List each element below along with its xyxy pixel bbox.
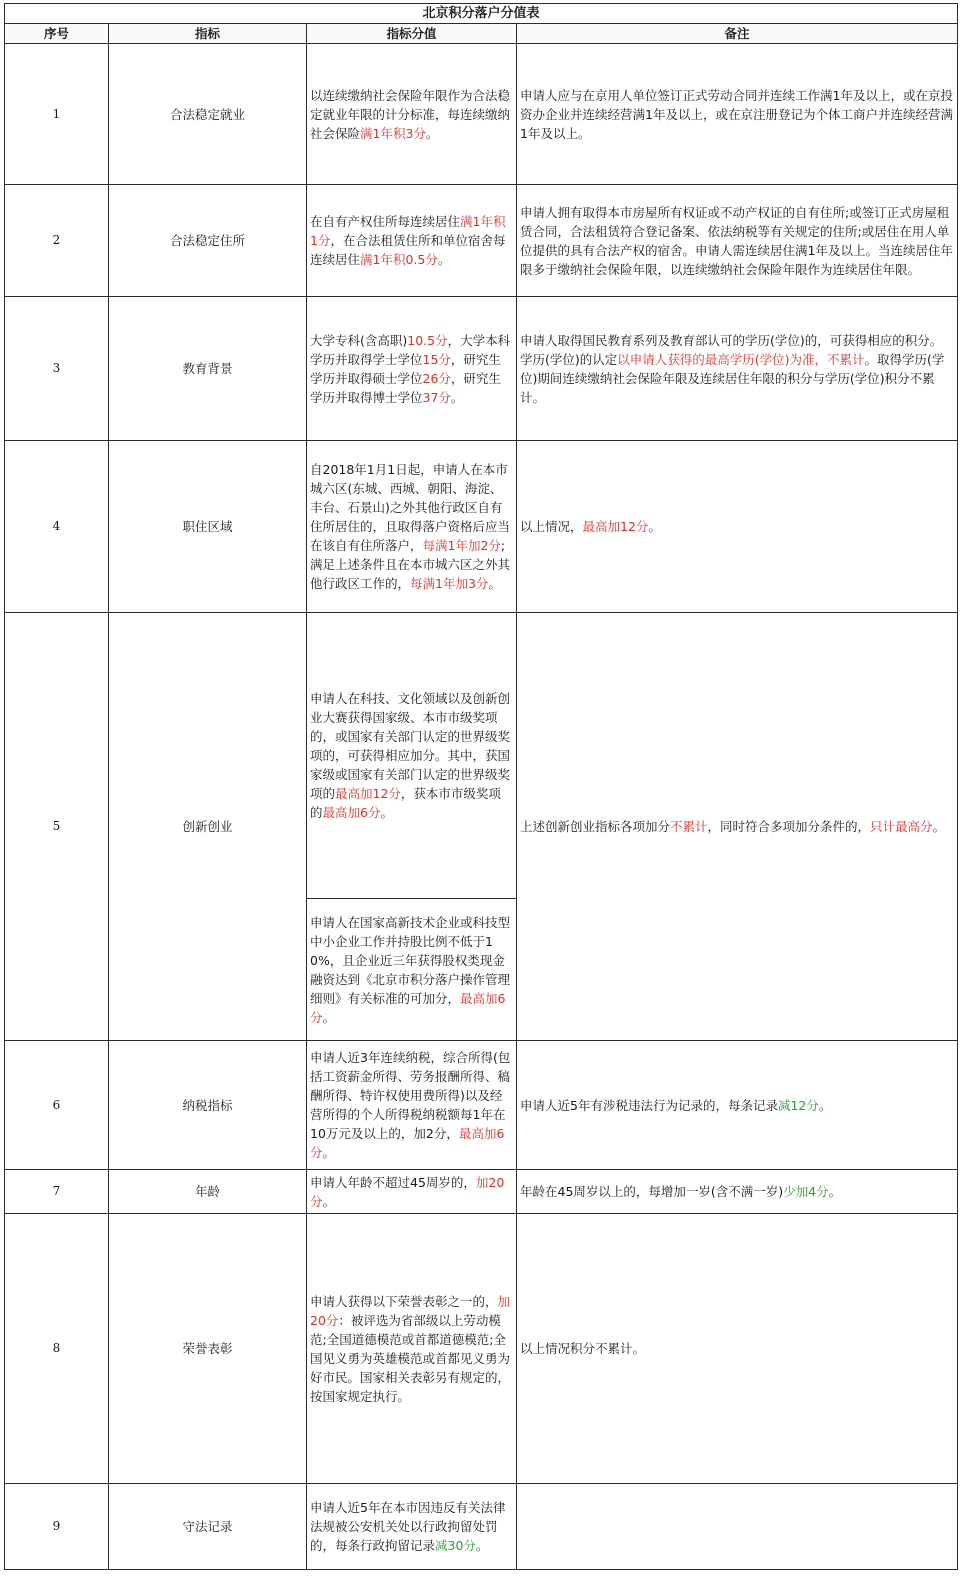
table-row [5, 1214, 958, 1484]
row-indicator: 合法稳定住所 [109, 185, 307, 297]
text-segment: ，大学本科学历并取得学士学位 [310, 332, 511, 367]
text-segment: 申请人近3年连续纳税，综合所得(包括工资薪金所得、劳务报酬所得、稿酬所得、特许权使用费所得)以及经营所得的个人所得税纳税额每1年在10万元及以上的，加2分， [310, 1050, 511, 1141]
text-segment: 。 [648, 519, 661, 534]
table-row [5, 1041, 958, 1170]
text-segment: ：被评选为省部级以上劳动模范;全国道德模范或首都道德模范;全国见义勇为英雄模范或首都见义勇为好市民。国家相关表彰另有规定的，按国家规定执行。 [310, 1312, 511, 1404]
text-segment: ，研究生学历并取得硕士学位 [310, 351, 501, 386]
highlight-text: 减30分 [435, 1538, 476, 1553]
row-score [307, 185, 517, 297]
highlight-text: 加20分 [310, 1174, 505, 1209]
text-segment: 。取得学历(学位)期间连续缴纳社会保险年限及连续居住年限的积分与学历(学位)积分不累计。 [520, 351, 945, 405]
header-note: 备注 [517, 24, 958, 44]
text-segment: 申请人取得国民教育系列及教育部认可的学历(学位)的，可获得相应的积分。学历(学位)的认定 [520, 332, 943, 367]
text-segment: 大学专科(含高职) [310, 332, 408, 348]
highlight-text: 满1年积3分 [360, 125, 426, 141]
row-indicator: 职住区域 [109, 441, 307, 613]
row-indicator: 纳税指标 [109, 1041, 307, 1170]
row-score [307, 1214, 517, 1484]
row-note [517, 185, 958, 297]
text-segment: ，研究生学历并取得博士学位 [310, 370, 501, 405]
row-note [517, 441, 958, 613]
row-score [307, 1170, 517, 1214]
table-row [5, 613, 958, 899]
text-segment: 申请人近5年有涉税违法行为记录的，每条记录 [520, 1097, 778, 1113]
row-number: 9 [5, 1484, 109, 1570]
row-note [517, 1170, 958, 1214]
text-segment: 。 [437, 252, 451, 267]
row-indicator: 年龄 [109, 1170, 307, 1214]
text-segment: 。 [828, 1184, 842, 1199]
text-segment: 。 [818, 1097, 832, 1113]
highlight-text: 每满1年加3分 [410, 576, 489, 591]
highlight-text: 减12分 [777, 1097, 819, 1113]
table-row [5, 1170, 958, 1214]
highlight-text: 满1年积1分 [310, 214, 506, 248]
row-number: 3 [5, 297, 109, 441]
text-segment: ，在合法租赁住所和单位宿舍每连续居住 [310, 233, 506, 267]
table-row [5, 1484, 958, 1570]
highlight-text: 最高加12分 [582, 519, 649, 534]
header-row [5, 24, 958, 44]
highlight-text: 最高加6分 [310, 1126, 505, 1160]
text-segment: 申请人在国家高新技术企业或科技型中小企业工作并持股比例不低于10%，且企业近三年获得股权类现金融资达到《北京市积分落户操作管理细则》有关标准的可加分， [310, 914, 511, 1006]
row-note [517, 613, 958, 1041]
highlight-text: 以申请人获得的最高学历(学位)为准，不累计 [617, 351, 865, 367]
row-indicator: 创新创业 [109, 613, 307, 1041]
row-number: 8 [5, 1214, 109, 1484]
highlight-text: 15分 [422, 351, 451, 367]
row-score [307, 1041, 517, 1170]
text-segment: 以上情况， [520, 519, 583, 534]
text-segment: 申请人近5年在本市因违反有关法律法规被公安机关处以行政拘留处罚的，每条行政拘留记录 [310, 1500, 506, 1553]
text-segment: 。 [380, 805, 393, 820]
text-segment: 年龄在45周岁以上的，每增加一岁(含不满一岁) [520, 1184, 784, 1199]
table-row [5, 297, 958, 441]
text-segment: 申请人应与在京用人单位签订正式劳动合同并连续工作满1年及以上，或在京投资办企业并连续经营满1年及以上，或在京注册登记为个体工商户并连续经营满1年及以上。 [520, 87, 953, 141]
text-segment: 。 [450, 389, 464, 405]
text-segment: 申请人获得以下荣誉表彰之一的， [310, 1293, 498, 1309]
row-number: 1 [5, 44, 109, 185]
highlight-text: 加20分 [310, 1293, 511, 1328]
highlight-text: 满1年积0.5分 [360, 252, 438, 267]
row-number: 2 [5, 185, 109, 297]
row-note [517, 1214, 958, 1484]
header-indicator: 指标 [109, 24, 307, 44]
table-row [5, 44, 958, 185]
highlight-text: 少加4分 [783, 1184, 829, 1199]
row-score [307, 441, 517, 613]
row-score-secondary [307, 899, 517, 1041]
highlight-text: 37分 [422, 389, 451, 405]
table-row [5, 185, 958, 297]
row-number: 4 [5, 441, 109, 613]
highlight-text: 最高加6分 [310, 990, 506, 1025]
text-segment: 申请人拥有取得本市房屋所有权证或不动产权证的自有住所;或签订正式房屋租赁合同，合法租赁符合登记备案、依法纳税等有关规定的住所;或居住在用人单位提供的具有合法产权的宿舍。申请人需连续居住满1年及以上。当连续居住年限多于缴纳社会保险年限，以连续缴纳社会保险年限作为连续居住年限。 [520, 204, 953, 277]
text-segment: 在自有产权住所每连续居住 [310, 214, 461, 229]
text-segment: 上述创新创业指标各项加分 [520, 819, 671, 834]
highlight-text: 只计最高分 [870, 819, 933, 834]
row-note [517, 297, 958, 441]
text-segment: ;满足上述条件且在本市城六区之外其他行政区工作的， [310, 538, 511, 591]
row-score [307, 613, 517, 899]
highlight-text: 10.5分 [407, 332, 448, 348]
text-segment: 。 [322, 1193, 336, 1209]
text-segment: 申请人在科技、文化领域以及创新创业大赛获得国家级、本市市级奖项的，或国家有关部门认定的世界级奖项的，可获得相应加分。其中，获国家级或国家有关部门认定的世界级奖项的 [310, 691, 511, 801]
table-title: 北京积分落户分值表 [5, 4, 958, 24]
row-score [307, 44, 517, 185]
text-segment: 。 [322, 1009, 336, 1025]
row-number: 7 [5, 1170, 109, 1214]
text-segment: 申请人年龄不超过45周岁的， [310, 1174, 476, 1190]
text-segment: 。 [425, 125, 439, 141]
row-indicator: 教育背景 [109, 297, 307, 441]
row-indicator: 合法稳定就业 [109, 44, 307, 185]
text-segment: 。 [475, 1538, 489, 1553]
header-number: 序号 [5, 24, 109, 44]
text-segment: 。 [932, 819, 946, 834]
text-segment: 以上情况积分不累计。 [520, 1341, 646, 1356]
text-segment: 。 [488, 576, 501, 591]
text-segment: 。 [322, 1145, 336, 1160]
table-row [5, 441, 958, 613]
highlight-text: 不累计 [670, 819, 708, 834]
highlight-text: 26分 [422, 370, 451, 386]
row-number: 5 [5, 613, 109, 1041]
row-score [307, 297, 517, 441]
row-indicator: 守法记录 [109, 1484, 307, 1570]
score-table [4, 3, 958, 1570]
highlight-text: 最高加12分 [335, 786, 401, 801]
highlight-text: 每满1年加2分 [422, 538, 501, 553]
text-segment: ，同时符合多项加分条件的， [707, 819, 871, 834]
row-note [517, 1484, 958, 1570]
text-segment: ，获本市市级奖项的 [310, 786, 501, 820]
header-score: 指标分值 [307, 24, 517, 44]
row-note [517, 1041, 958, 1170]
row-score [307, 1484, 517, 1570]
text-segment: 以连续缴纳社会保险年限作为合法稳定就业年限的计分标准，每连续缴纳社会保险 [310, 87, 511, 141]
row-note [517, 44, 958, 185]
row-number: 6 [5, 1041, 109, 1170]
highlight-text: 最高加6分 [322, 805, 381, 820]
text-segment: 自2018年1月1日起，申请人在本市城六区(东城、西城、朝阳、海淀、丰台、石景山)之外其他行政区自有住所居住的，且取得落户资格后应当在该自有住所落户， [310, 462, 511, 553]
row-indicator: 荣誉表彰 [109, 1214, 307, 1484]
